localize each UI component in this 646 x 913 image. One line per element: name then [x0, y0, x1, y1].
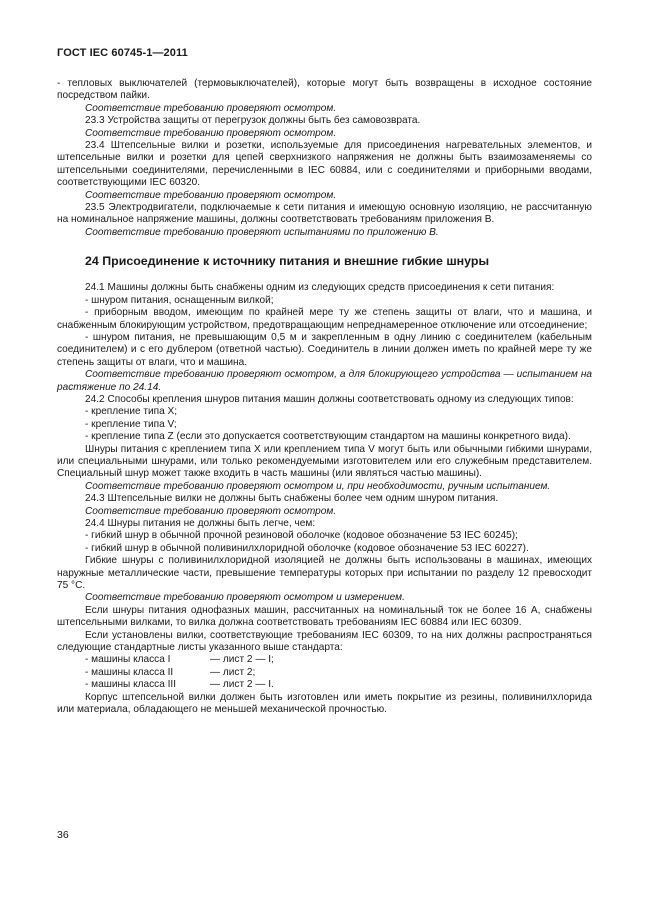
- paragraph: 23.3 Устройства защиты от перегрузок должны быть без самовозврата.: [85, 115, 421, 127]
- class-sheet: — лист 2 — I;: [210, 654, 274, 666]
- paragraph: Если шнуры питания однофазных машин, рассчитанных на номинальный ток не более 16 А, снабжены штепсельными вилками, то вилка должна соответствовать требованиям IEC 60884 или IEC 60309.: [57, 604, 592, 629]
- compliance-note: Соответствие требованию проверяют осмотром.: [85, 189, 337, 201]
- class-list-row: [57, 667, 592, 679]
- compliance-note: Соответствие требованию проверяют осмотром.: [85, 127, 337, 139]
- compliance-note: Соответствие требованию проверяют осмотром.: [85, 102, 337, 114]
- paragraph: Корпус штепсельной вилки должен быть изготовлен или иметь покрытие из резины, поливинилхлорида или материала, обладающего не меньшей механической прочностью.: [57, 691, 592, 716]
- paragraph: Шнуры питания с креплением типа X или креплением типа V могут быть или обычными гибкими шнурами, или специальными шнурами, или только рекомендуемыми изготовителем или его служебным представителем. Специальный шнур может также входить в часть машины (или являться частью машины).: [57, 443, 592, 480]
- class-name: - машины класса I: [85, 654, 171, 666]
- paragraph: Гибкие шнуры с поливинилхлоридной изоляцией не должны быть использованы в машинах, имеющих наружные металлические части, превышение температуры которых при испытании по разделу 12 превосходит 75 °С.: [57, 555, 592, 592]
- class-sheet: — лист 2 — I.: [210, 679, 274, 691]
- page-number: 36: [57, 829, 69, 841]
- class-name: - машины класса II: [85, 666, 174, 678]
- paragraph: - шнуром питания, оснащенным вилкой;: [85, 294, 274, 306]
- compliance-note: Соответствие требованию проверяют осмотром и измерением.: [85, 592, 405, 604]
- paragraph: - крепление типа V;: [85, 418, 177, 430]
- paragraph: - крепление типа Z (если это допускается соответствующим стандартом на машины конкретного вида).: [85, 431, 571, 443]
- paragraph: 24.1 Машины должны быть снабжены одним из следующих средств присоединения к сети питания:: [85, 282, 555, 294]
- paragraph: 24.4 Шнуры питания не должны быть легче, чем:: [85, 518, 316, 529]
- paragraph: Если установлены вилки, соответствующие требованиям IEC 60309, то на них должны распространяться следующие стандартные листы указанного выше стандарта:: [57, 629, 592, 654]
- compliance-note: Соответствие требованию проверяют осмотром и, при необходимости, ручным испытанием.: [85, 480, 551, 492]
- paragraph: - тепловых выключателей (термовыключателей), которые могут быть возвращены в исходное состояние посредством пайки.: [57, 78, 592, 102]
- paragraph: - шнуром питания, не превышающим 0,5 м и закрепленным в одну линию с соединителем (кабельным соединителем) и с его дублером (ответной частью). Соединитель в линии должен иметь по крайней мере ту же степень защиты от влаги, что и машина.: [57, 331, 592, 368]
- paragraph: 23.5 Электродвигатели, подключаемые к сети питания и имеющую основную изоляцию, не рассчитанную на номинальное напряжение машины, должны соответствовать требованиям приложения В.: [57, 202, 592, 226]
- paragraph: - приборным вводом, имеющим по крайней мере ту же степень защиты от влаги, что и машина, и снабженным блокирующим устройством, предотвращающим непреднамеренное отключение или отсоединение;: [57, 307, 592, 331]
- compliance-note: Соответствие требованию проверяют осмотром, а для блокирующего устройства — испытанием на растяжение по 24.14.: [57, 369, 592, 393]
- document-body: [57, 78, 592, 717]
- class-list-row: [57, 679, 592, 691]
- paragraph: 23.4 Штепсельные вилки и розетки, используемые для присоединения нагревательных элементов, и штепсельные вилки и розетки для цепей сверхнизкого напряжения не должны быть взаимозаменяемы со штепсельными соединителями, перечисленными в IEC 60884, или с соединителями и приборными вводами, соответствующими IEC 60320.: [57, 140, 592, 189]
- compliance-note: Соответствие требованию проверяют осмотром.: [85, 505, 337, 517]
- paragraph: 24.3 Штепсельные вилки не должны быть снабжены более чем одним шнуром питания.: [85, 493, 499, 505]
- class-name: - машины класса III: [85, 679, 177, 691]
- section-heading: 24 Присоединение к источнику питания и внешние гибкие шнуры: [85, 254, 490, 269]
- paragraph: 24.2 Способы крепления шнуров питания машин должны соответствовать одному из следующих типов:: [85, 393, 574, 405]
- paragraph: - крепление типа X;: [85, 406, 178, 418]
- class-list-row: [57, 654, 592, 666]
- paragraph: - гибкий шнур в обычной поливинилхлоридной оболочке (кодовое обозначение 53 IEC 60227).: [85, 542, 529, 554]
- class-sheet: — лист 2;: [210, 666, 256, 678]
- paragraph: - гибкий шнур в обычной прочной резиновой оболочке (кодовое обозначение 53 IEC 60245);: [85, 530, 518, 542]
- compliance-note: Соответствие требованию проверяют испытаниями по приложению В.: [85, 226, 439, 238]
- document-header: ГОСТ IEC 60745-1—2011: [57, 47, 188, 59]
